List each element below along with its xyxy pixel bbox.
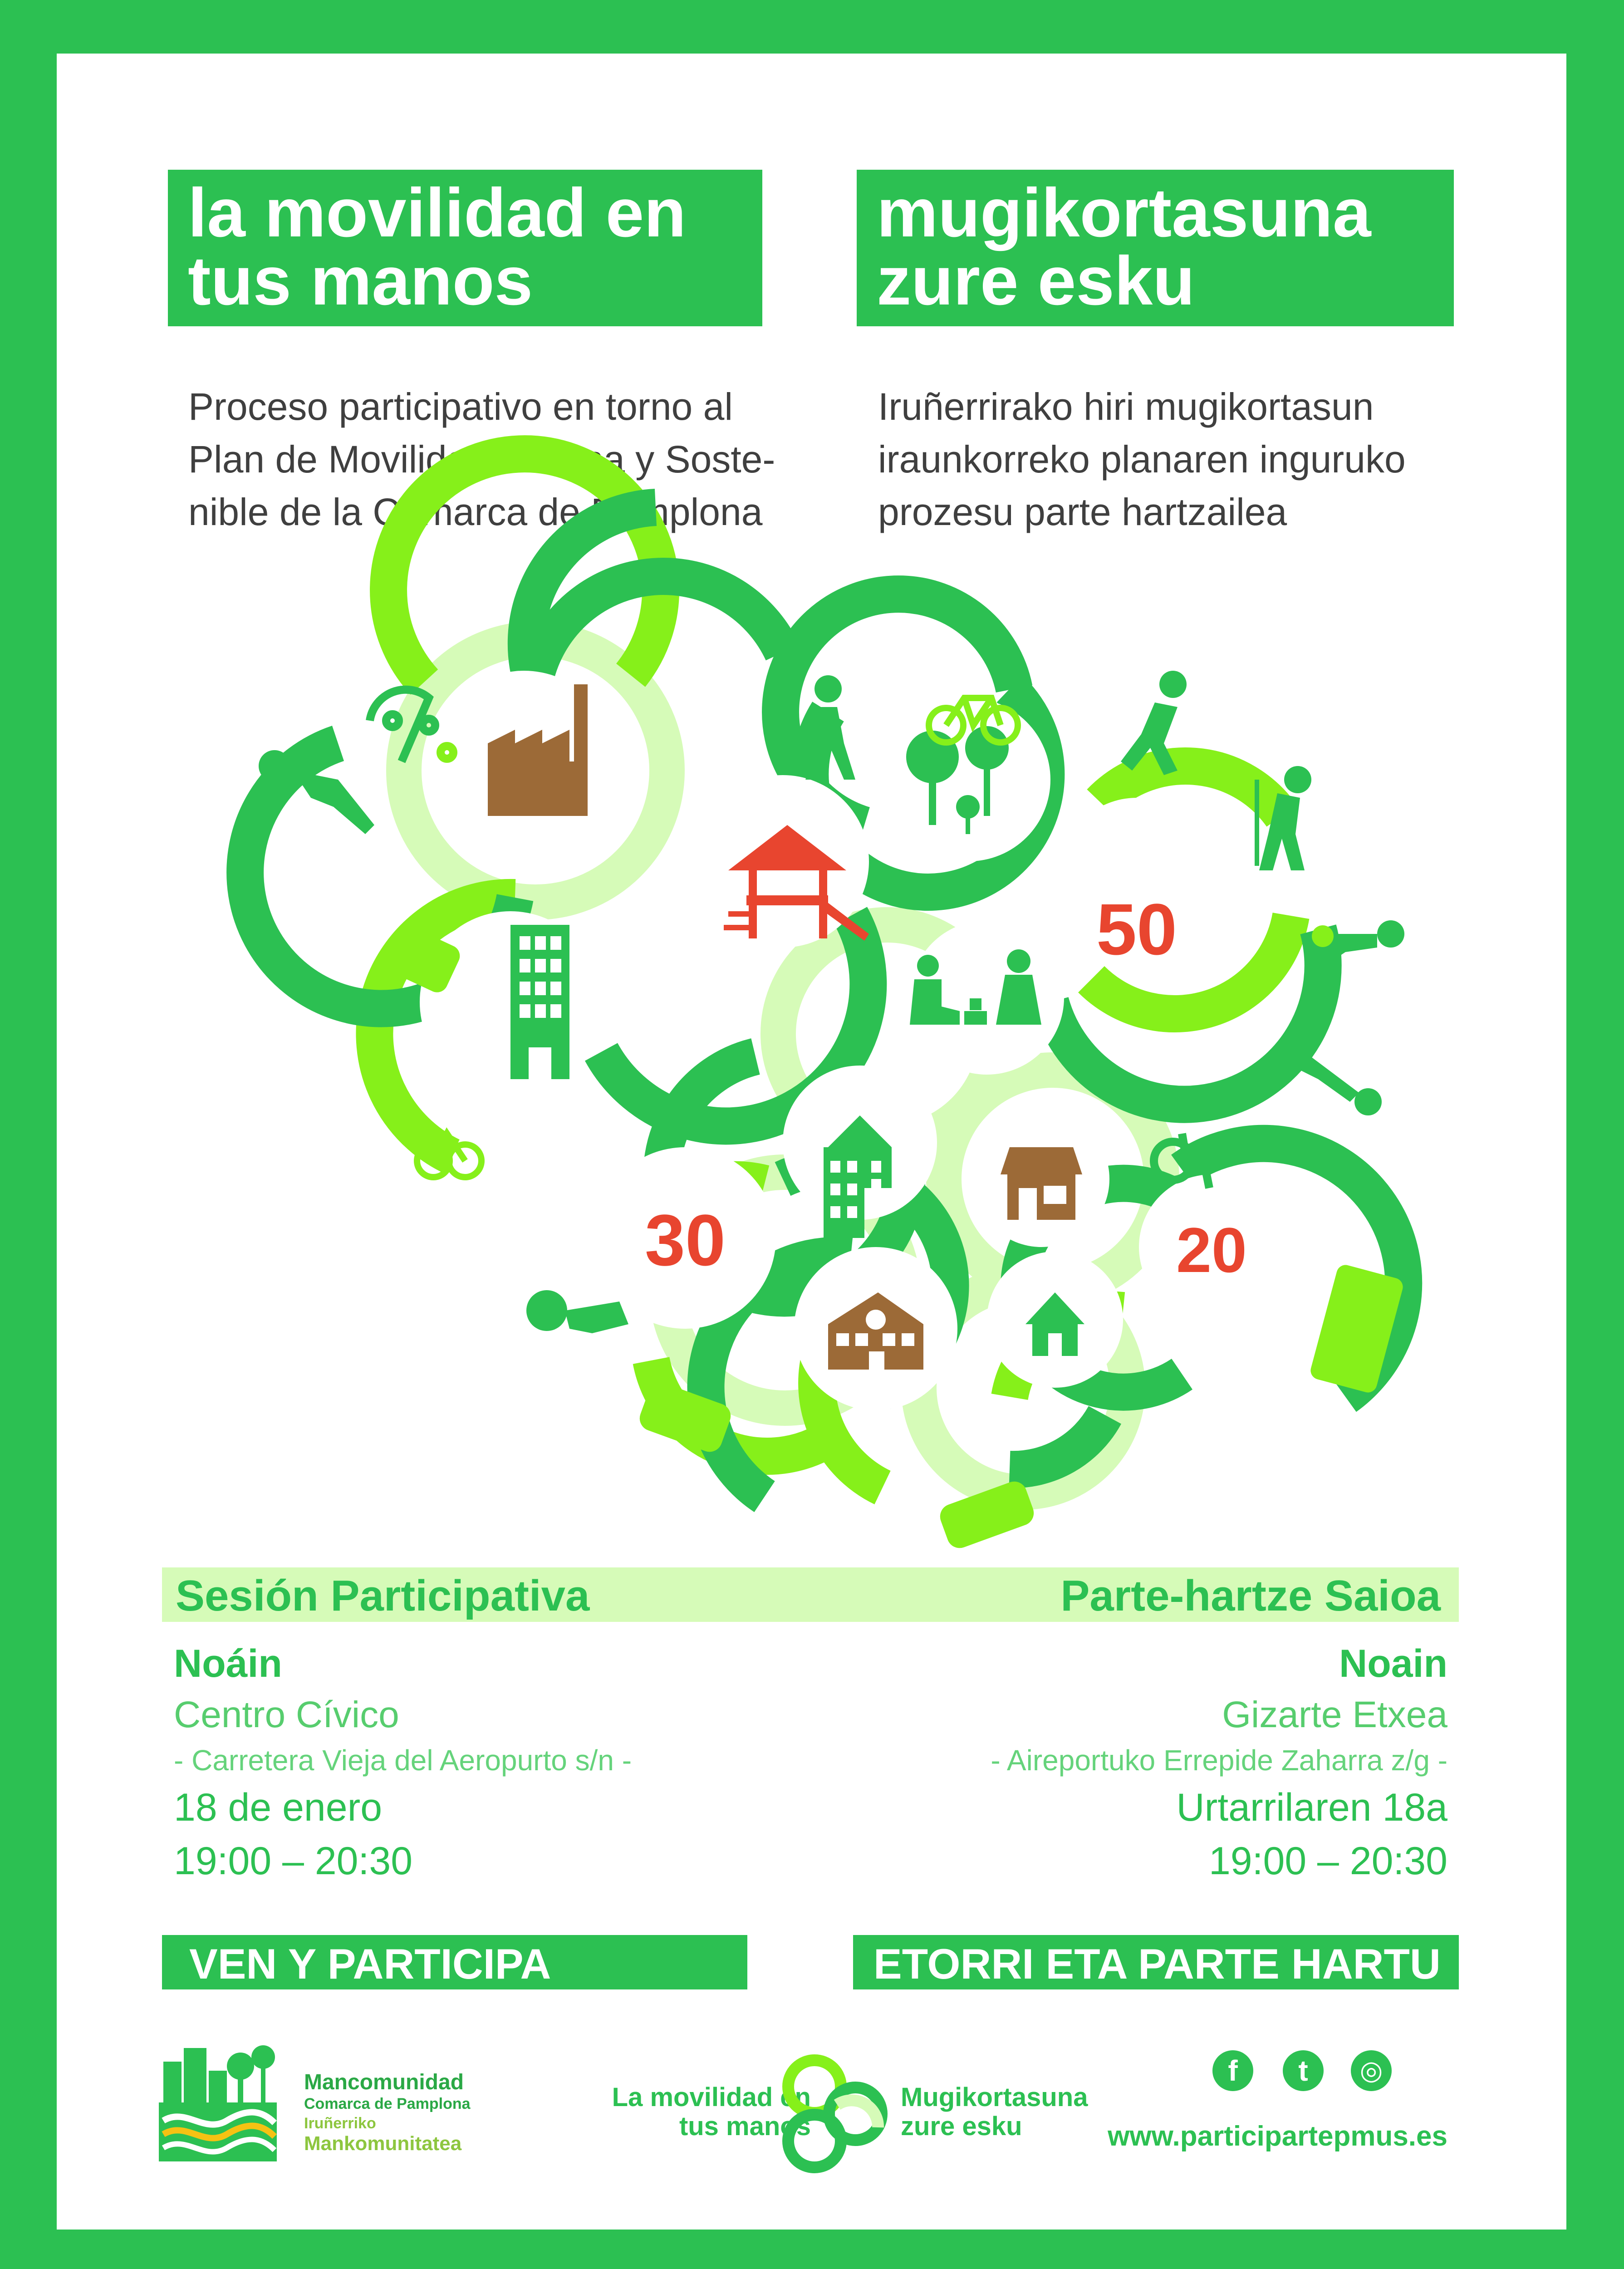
venue-es-date: 18 de enero — [174, 1786, 383, 1829]
slogan-es-line1: La movilidad en — [612, 2082, 811, 2112]
session-title-es: Sesión Participativa — [176, 1572, 590, 1620]
venue-eu-address: - Aireportuko Errepide Zaharra z/g - — [991, 1744, 1447, 1777]
speed-limit-50: 50 — [1096, 889, 1177, 970]
slogan-eu-line2: zure esku — [901, 2112, 1022, 2141]
mobility-illustration — [57, 54, 1566, 1619]
subtitle-eu-line3: prozesu parte hartzailea — [878, 491, 1287, 533]
subtitle-es-line1: Proceso participativo en torno al — [188, 385, 733, 428]
subtitle-es-line3: nible de la Comarca de Pamplona — [188, 491, 763, 533]
subtitle-eu-line1: Iruñerrirako hiri mugikortasun — [878, 385, 1374, 428]
mancom-line4: Mankomunitatea — [304, 2132, 462, 2155]
venue-es-center: Centro Cívico — [174, 1694, 399, 1735]
headline-eu-line1: mugikortasuna — [877, 174, 1371, 251]
venue-eu-town: Noain — [1339, 1642, 1447, 1685]
session-title-eu: Parte-hartze Saioa — [1060, 1572, 1441, 1620]
shop-icon — [1001, 1147, 1082, 1220]
venue-es-time: 19:00 – 20:30 — [174, 1839, 413, 1883]
mancomunidad-logo — [159, 2043, 277, 2166]
venue-eu — [991, 1637, 1447, 1888]
instagram-icon[interactable]: ◎ — [1351, 2050, 1392, 2091]
speed-limit-20: 20 — [1176, 1214, 1247, 1286]
venue-es-town: Noáin — [174, 1642, 282, 1685]
mancom-line2: Comarca de Pamplona — [304, 2095, 471, 2112]
headline-es-line1: la movilidad en — [188, 174, 687, 251]
venue-eu-center: Gizarte Etxea — [1222, 1694, 1447, 1735]
subtitle-es-line2: Plan de Movilidad Urbana y Soste- — [188, 438, 775, 481]
headline-eu-line2: zure esku — [877, 242, 1195, 319]
cta-eu — [853, 1935, 1459, 1989]
mancomunidad-text — [304, 2071, 471, 2154]
cta-eu-label: ETORRI ETA PARTE HARTU — [873, 1940, 1441, 1988]
venue-es-address: - Carretera Vieja del Aeropurto s/n - — [174, 1744, 632, 1777]
slogan-es-line2: tus manos — [679, 2112, 811, 2141]
slogan-eu — [901, 2083, 1088, 2141]
cta-es — [162, 1935, 747, 1989]
mancom-line3: Iruñerriko — [304, 2115, 376, 2132]
headline-es-line2: tus manos — [188, 242, 533, 319]
elderly-walker-icon — [1312, 925, 1334, 947]
venue-eu-date: Urtarrilaren 18a — [1176, 1786, 1447, 1829]
facebook-icon[interactable]: f — [1212, 2050, 1253, 2091]
venue-eu-time: 19:00 – 20:30 — [1208, 1839, 1447, 1883]
mancom-line1: Mancomunidad — [304, 2070, 464, 2094]
movilidad-rings-logo — [769, 2050, 896, 2177]
twitter-icon[interactable]: t — [1283, 2050, 1324, 2091]
subtitle-eu-line2: iraunkorreko planaren inguruko — [878, 438, 1406, 481]
poster — [57, 54, 1566, 2230]
session-title-bar — [162, 1567, 1459, 1622]
slogan-eu-line1: Mugikortasuna — [901, 2082, 1088, 2112]
venue-es — [174, 1637, 632, 1888]
website-link[interactable]: www.participartepmus.es — [1108, 2121, 1447, 2152]
cta-es-label: VEN Y PARTICIPA — [189, 1940, 551, 1988]
speed-limit-30: 30 — [645, 1199, 726, 1281]
